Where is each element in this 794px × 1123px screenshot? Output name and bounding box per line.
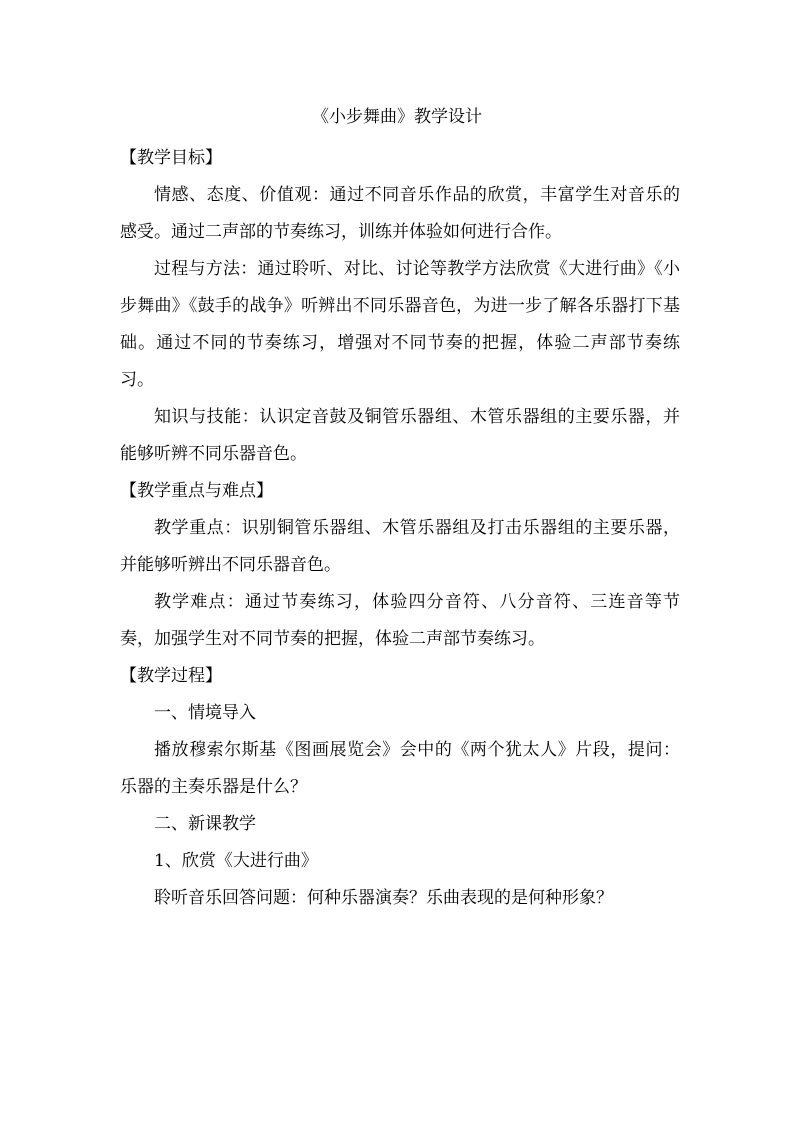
paragraph-knowledge-skill: 知识与技能：认识定音鼓及铜管乐器组、木管乐器组的主要乐器，并能够听辨不同乐器音色。 — [120, 407, 680, 464]
section-heading-key-difficult-points: 【教学重点与难点】 — [120, 481, 273, 501]
document-body — [120, 140, 680, 917]
subheading-new-lesson: 二、新课教学 — [154, 814, 256, 834]
paragraph-listen-answer: 聆听音乐回答问题：何种乐器演奏？乐曲表现的是何种形象？ — [154, 888, 613, 908]
paragraph-key-point: 教学重点：识别铜管乐器组、木管乐器组及打击乐器组的主要乐器，并能够听辨出不同乐器音色。 — [120, 518, 680, 575]
document-title: 《小步舞曲》教学设计 — [312, 107, 482, 127]
paragraph-play-excerpt: 播放穆索尔斯基《图画展览会》会中的《两个犹太人》片段，提问：乐器的主奏乐器是什么？ — [120, 740, 680, 797]
subheading-scene-introduction: 一、情境导入 — [154, 703, 256, 723]
section-heading-teaching-process: 【教学过程】 — [120, 666, 222, 686]
section-heading-objectives: 【教学目标】 — [120, 148, 222, 168]
paragraph-emotion-attitude-values: 情感、态度、价值观：通过不同音乐作品的欣赏，丰富学生对音乐的感受。通过二声部的节奏练习，训练并体验如何进行合作。 — [120, 185, 680, 242]
paragraph-difficult-point: 教学难点：通过节奏练习，体验四分音符、八分音符、三连音等节奏，加强学生对不同节奏的把握，体验二声部节奏练习。 — [120, 592, 680, 649]
paragraph-process-method: 过程与方法：通过聆听、对比、讨论等教学方法欣赏《大进行曲》《小步舞曲》《鼓手的战争》听辨出不同乐器音色，为进一步了解各乐器打下基础。通过不同的节奏练习，增强对不同节奏的把握，体验二声部节奏练习。 — [120, 259, 680, 390]
subheading-appreciate-grand-march: 1、欣赏《大进行曲》 — [154, 851, 318, 871]
